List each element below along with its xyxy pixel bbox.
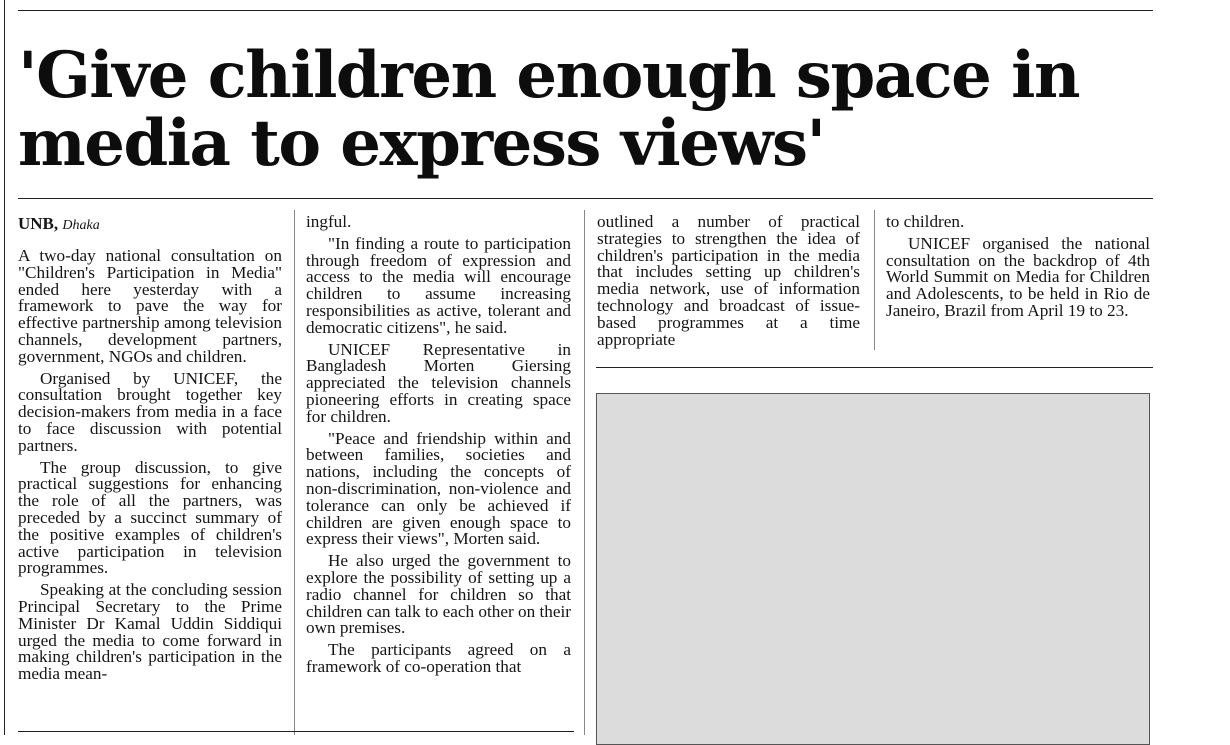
paragraph: "Peace and friendship within and between families, societies and nations, including the concepts of non-discrimination, non-violence and tolerance can only be achieved if children are given enough space to express their views", Morten said.: [306, 428, 571, 549]
paragraph: "In finding a route to participation through freedom of expression and access to the media will encourage children to assume increasing responsibilities as active, tolerant and democratic citizens", he said.: [306, 233, 571, 337]
paragraph: The group discussion, to give practical suggestions for enhancing the role of all the partners, was preceded by a succinct summary of the positive examples of children's active participation in television programmes.: [18, 457, 282, 578]
bottom-rule: [18, 731, 574, 732]
paragraph: outlined a number of practical strategies to strengthen the idea of children's participation in the media that includes setting up children's media network, use of information technology and broadcast of issue-based programmes at a time appropriate: [597, 212, 860, 349]
byline-agency: UNB,: [18, 214, 59, 233]
left-border: [4, 0, 5, 735]
paragraph: Organised by UNICEF, the consultation brought together key decision-makers from media in a face to face discussion with potential partners.: [18, 368, 282, 455]
paragraph: A two-day national consultation on "Children's Participation in Media" ended here yesterday with a framework to pave the way for effective partnership among television channels, development partners, government, NGOs and children.: [18, 246, 282, 366]
byline: [18, 214, 282, 236]
byline-location: Dhaka: [62, 218, 100, 233]
headline-underline: [18, 198, 1153, 199]
article-column-2: [306, 214, 571, 681]
paragraph: Speaking at the concluding session Principal Secretary to the Prime Minister Dr Kamal Uddin Siddiqui urged the media to come forward in making children's participation in the media mean-: [18, 580, 282, 684]
column-rule-1: [294, 210, 295, 735]
column-rule-2: [584, 210, 585, 735]
article-column-4: [886, 214, 1150, 325]
article-column-3: [597, 214, 860, 353]
paragraph: UNICEF Representative in Bangladesh Morten Giersing appreciated the television channels pioneering efforts in creating space for children.: [306, 339, 571, 426]
paragraph: to children.: [886, 212, 965, 231]
paragraph: He also urged the government to explore the possibility of setting up a radio channel for children so that children can talk to each other on their own premises.: [306, 551, 571, 638]
paragraph: The participants agreed on a framework of co-operation that: [306, 640, 571, 676]
headline: 'Give children enough space in media to express views': [18, 38, 1079, 181]
column-rule-3: [874, 210, 875, 350]
photo-placeholder: [596, 393, 1150, 745]
photo-top-rule: [596, 367, 1153, 368]
article-column-1: [18, 214, 282, 688]
paragraph: UNICEF organised the national consultation on the backdrop of 4th World Summit on Media for Children and Adolescents, to be held in Rio de Janeiro, Brazil from April 19 to 23.: [886, 233, 1150, 320]
top-rule: [18, 10, 1153, 11]
paragraph: ingful.: [306, 212, 352, 231]
